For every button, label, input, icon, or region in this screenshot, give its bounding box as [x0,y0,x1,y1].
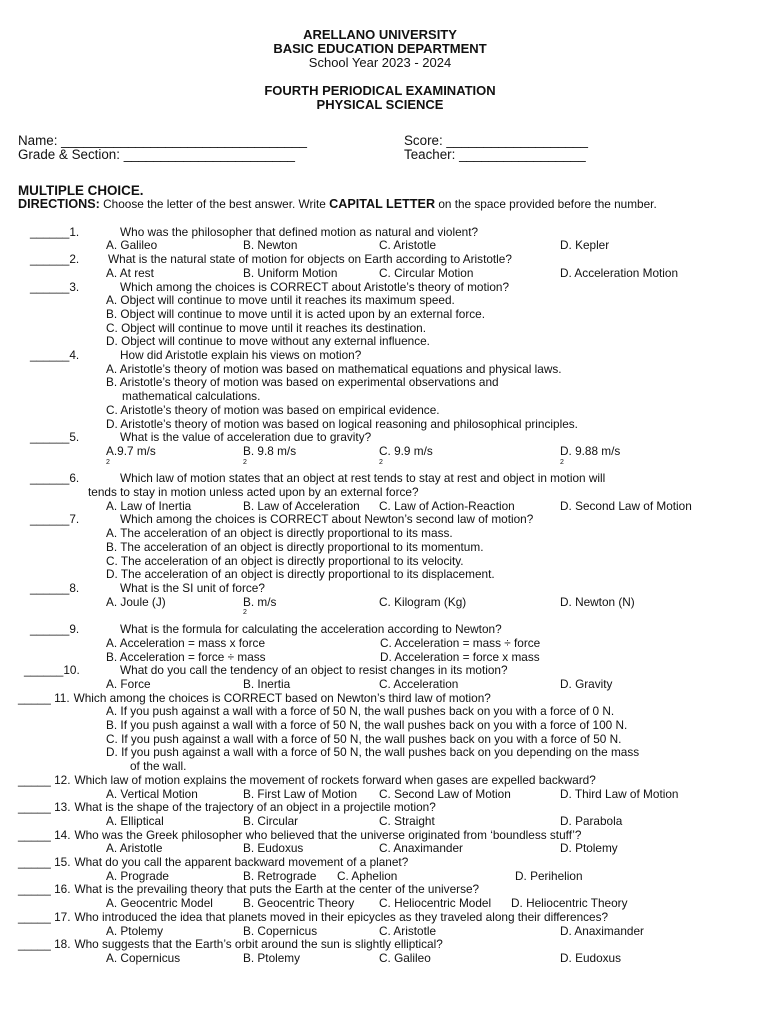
choice: B. Copernicus [243,923,318,938]
question-text: Who introduced the idea that planets moved in their epicycles as they traveled along their differences? [74,909,609,924]
choice: D. The acceleration of an object is directly proportional to its displacement. [106,567,495,582]
choice: C. Object will continue to move until it reaches its destination. [106,320,426,335]
choice: D. Anaximander [560,923,644,938]
question-text: What do you call the apparent backward movement of a planet? [74,855,409,870]
choice: D. Acceleration = force x mass [380,649,540,664]
choice: D. Aristotle’s theory of motion was based on logical reasoning and philosophical principles. [106,416,578,431]
subject-title: PHYSICAL SCIENCE [316,97,444,112]
answer-blank-6[interactable]: ______6. [30,471,80,486]
choice: A. Aristotle [106,841,163,856]
question-4 [18,349,742,363]
choice: A. Acceleration = mass x force [106,635,265,650]
answer-blank-3[interactable]: ______3. [30,279,80,294]
question-8 [18,582,742,596]
question-text: What is the prevailing theory that puts the Earth at the center of the universe? [74,882,480,897]
question-text: Which law of motion explains the movement of rockets forward when gases are expelled backward? [74,772,596,787]
choice: D. Parabola [560,813,623,828]
section-title: MULTIPLE CHOICE. [18,183,144,198]
choice: C. The acceleration of an object is directly proportional to its velocity. [106,553,464,568]
choice: B. Eudoxus [243,841,304,856]
name-field[interactable]: Name: _________________________________ [18,133,307,148]
choice: C. Aristotle’s theory of motion was based on empirical evidence. [106,402,440,417]
answer-blank-17[interactable]: _____ 17. [18,909,71,924]
choice: C. Kilogram (Kg) [379,594,467,609]
question-text: Who suggests that the Earth’s orbit around the sun is slightly elliptical? [74,937,443,952]
question-text: Which law of motion states that an object at rest tends to stay at rest and object in motion will [120,471,606,486]
question-text: Which among the choices is CORRECT about Aristotle’s theory of motion? [120,279,510,294]
choice: B. If you push against a wall with a force of 50 N, the wall pushes back on you with a force of 100 N. [106,718,628,733]
choice: C. Acceleration = mass ÷ force [380,635,541,650]
choice: B. Uniform Motion [243,265,338,280]
choice: B. The acceleration of an object is directly proportional to its momentum. [106,539,484,554]
question-18 [18,938,742,952]
choice: A. Copernicus [106,950,181,965]
question-15 [18,856,742,870]
choice: D. Perihelion [515,868,583,883]
choice: C. Anaximander [379,841,463,856]
choice: A. Geocentric Model [106,896,213,911]
question-13 [18,801,742,815]
choice-continuation: mathematical calculations. [122,389,261,404]
directions [18,198,742,212]
choices-6 [18,500,742,514]
question-text: What is the shape of the trajectory of an object in a projectile motion? [74,800,436,815]
choice: D. Gravity [560,676,613,691]
answer-blank-7[interactable]: ______7. [30,512,80,527]
choices-9-row-1 [18,637,742,651]
exam-title: FOURTH PERIODICAL EXAMINATION [264,83,496,98]
choice: B. First Law of Motion [243,786,358,801]
question-text: Which among the choices is CORRECT based on Newton’s third law of motion? [73,690,491,705]
score-field[interactable]: Score: ___________________ [404,133,588,148]
choice: D. Acceleration Motion [560,265,679,280]
answer-blank-18[interactable]: _____ 18. [18,937,71,952]
choice: C. Straight [379,813,435,828]
choice: A. If you push against a wall with a force of 50 N, the wall pushes back on you with a force of 0 N. [106,704,615,719]
choice: B. Inertia [243,676,291,691]
question-text: What is the formula for calculating the acceleration according to Newton? [120,622,502,637]
question-7 [18,513,742,527]
choices-12 [18,788,742,802]
answer-blank-10[interactable]: ______10. [24,663,80,678]
choice: A. Aristotle’s theory of motion was based on mathematical equations and physical laws. [106,361,562,376]
choices-1 [18,239,742,253]
choice: A. Force [106,676,151,691]
choice: D. Third Law of Motion [560,786,679,801]
choices-14 [18,842,742,856]
choice: C. If you push against a wall with a force of 50 N, the wall pushes back on you with a force of 50 N. [106,731,622,746]
question-1 [18,226,742,240]
answer-blank-15[interactable]: _____ 15. [18,855,71,870]
department-name: BASIC EDUCATION DEPARTMENT [273,41,487,56]
choice: A. Object will continue to move until it reaches its maximum speed. [106,293,455,308]
answer-blank-8[interactable]: ______8. [30,580,80,595]
choices-18 [18,952,742,966]
choice: B. m/s [243,594,277,609]
answer-blank-16[interactable]: _____ 16. [18,882,71,897]
question-text: What do you call the tendency of an object to resist changes in its motion? [120,663,508,678]
choice: A. Galileo [106,238,158,253]
choice: C. Second Law of Motion [379,786,511,801]
choice: C. Aphelion [337,868,398,883]
question-6 [18,472,742,486]
choice: D. Second Law of Motion [560,498,692,513]
grade-section-field[interactable]: Grade & Section: _______________________ [18,147,295,162]
choice: B. 9.8 m/s [243,443,297,458]
school-year: School Year 2023 - 2024 [308,55,452,70]
choice: B. Object will continue to move until it is acted upon by an external force. [106,306,486,321]
choice: A. The acceleration of an object is directly proportional to its mass. [106,526,453,541]
superscript: 2 [243,458,247,466]
directions-emphasis: CAPITAL LETTER [329,197,436,211]
choice: B. Ptolemy [243,950,301,965]
choice: D. 9.88 m/s [560,443,621,458]
question-text: Who was the Greek philosopher who believed that the universe originated from ‘boundless stuff’? [74,827,582,842]
answer-blank-11[interactable]: _____ 11. [18,690,70,705]
answer-blank-9[interactable]: ______9. [30,622,80,637]
question-text: What is the natural state of motion for objects on Earth according to Aristotle? [108,252,512,267]
choice: A. Prograde [106,868,169,883]
answer-blank-4[interactable]: ______4. [30,348,80,363]
question-10 [18,664,742,678]
fields-row-1 [18,134,742,148]
superscript: 2 [379,458,383,466]
question-text: Which among the choices is CORRECT about Newton’s second law of motion? [120,512,534,527]
choices-5 [18,445,742,472]
answer-blank-2[interactable]: ______2. [30,252,80,267]
choice: B. Retrograde [243,868,317,883]
question-12 [18,774,742,788]
teacher-field[interactable]: Teacher: _________________ [404,147,586,162]
choices-15 [18,870,742,884]
question-17 [18,911,742,925]
choice: A. Joule (J) [106,594,166,609]
answer-blank-1[interactable]: ______1. [30,224,80,239]
question-text: What is the SI unit of force? [120,580,265,595]
answer-blank-12[interactable]: _____ 12. [18,772,71,787]
choice: C. Circular Motion [379,265,474,280]
directions-text-b: on the space provided before the number. [435,197,657,211]
choice: C. Aristotle [379,238,437,253]
choices-13 [18,815,742,829]
choices-16 [18,897,742,911]
choice: B. Newton [243,238,298,253]
question-text: Who was the philosopher that defined motion as natural and violent? [120,224,479,239]
question-9 [18,623,742,637]
superscript: 2 [560,458,564,466]
choice: D. Newton (N) [560,594,635,609]
choice: C. Galileo [379,950,431,965]
answer-blank-13[interactable]: _____ 13. [18,800,71,815]
choice: A. Ptolemy [106,923,164,938]
answer-blank-14[interactable]: _____ 14. [18,827,71,842]
question-text: How did Aristotle explain his views on motion? [120,348,362,363]
question-3 [18,281,742,295]
choice: D. Heliocentric Theory [511,896,628,911]
question-16 [18,883,742,897]
question-5 [18,431,742,445]
choices-17 [18,925,742,939]
directions-label: DIRECTIONS: [18,197,100,211]
choice: D. Object will continue to move without any external influence. [106,334,430,349]
choice: B. Acceleration = force ÷ mass [106,649,266,664]
choice: C. Acceleration [379,676,459,691]
answer-blank-5[interactable]: ______5. [30,430,80,445]
superscript: 2 [106,458,110,466]
choice: D. Ptolemy [560,841,618,856]
fields-row-2 [18,148,742,162]
choice: C. 9.9 m/s [379,443,433,458]
choice: A.9.7 m/s [106,443,156,458]
choice: C. Aristotle [379,923,437,938]
question-2 [18,253,742,267]
choice: B. Law of Acceleration [243,498,360,513]
choice: A. At rest [106,265,154,280]
choice: A. Vertical Motion [106,786,198,801]
question-14 [18,829,742,843]
question-11 [18,692,742,706]
choice: B. Geocentric Theory [243,896,355,911]
choice: C. Law of Action-Reaction [379,498,515,513]
choice: D. Kepler [560,238,610,253]
choice: B. Aristotle’s theory of motion was based on experimental observations and [106,375,499,390]
choice: D. Eudoxus [560,950,621,965]
choice: A. Law of Inertia [106,498,192,513]
superscript: 2 [243,609,247,617]
university-name: ARELLANO UNIVERSITY [303,27,457,42]
question-text-continued: tends to stay in motion unless acted upon by an external force? [88,485,419,500]
choice-continuation: of the wall. [130,759,187,774]
choice: A. Elliptical [106,813,164,828]
choice: D. If you push against a wall with a force of 50 N, the wall pushes back on you depending on the mass [106,745,640,760]
question-text: What is the value of acceleration due to gravity? [120,430,372,445]
choice: B. Circular [243,813,299,828]
choices-9-row-2 [18,651,742,665]
choices-10 [18,678,742,692]
choice: C. Heliocentric Model [379,896,492,911]
choices-2 [18,267,742,281]
choices-8 [18,596,742,623]
directions-text-a: Choose the letter of the best answer. Write [99,197,330,211]
